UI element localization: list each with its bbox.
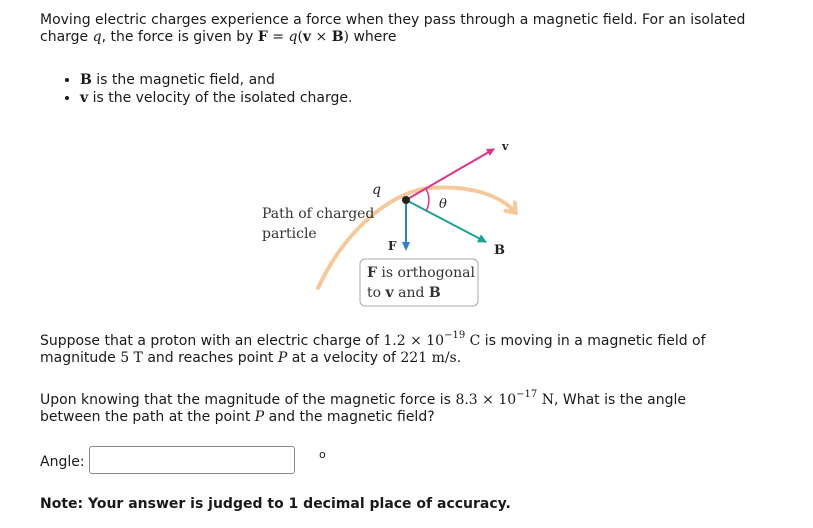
formula-paren: ) bbox=[343, 29, 349, 45]
point-symbol: P bbox=[254, 409, 265, 425]
question-2-line-2 bbox=[40, 409, 780, 426]
bullet-text: is the magnetic field, and bbox=[91, 72, 275, 88]
question-2-line-1 bbox=[40, 389, 780, 409]
charge-point bbox=[402, 196, 410, 204]
question-text: between the path at the point bbox=[40, 409, 255, 425]
force-label: F bbox=[388, 239, 397, 253]
question-paragraph-1 bbox=[40, 330, 780, 367]
force-unit: N bbox=[537, 392, 554, 408]
intro-text: , the force is given by bbox=[101, 29, 258, 45]
intro-text: where bbox=[349, 29, 397, 45]
charge-label: q bbox=[372, 182, 381, 198]
theta-label: θ bbox=[439, 197, 447, 212]
force-arrowhead bbox=[402, 242, 410, 251]
angle-arc bbox=[426, 189, 429, 211]
magnetic-force-diagram bbox=[250, 130, 540, 315]
formula-charge: q bbox=[288, 29, 298, 45]
charge-exponent: −19 bbox=[444, 330, 466, 341]
force-exponent: −17 bbox=[516, 389, 538, 400]
field-magnitude: 5 T bbox=[120, 350, 143, 366]
formula-velocity: v bbox=[302, 29, 312, 45]
charge-unit: C bbox=[465, 333, 481, 349]
degree-unit: o bbox=[319, 448, 326, 461]
accuracy-note: Note: Your answer is judged to 1 decimal place of accuracy. bbox=[40, 496, 511, 512]
charge-value: 1.2 × 10 bbox=[383, 333, 445, 349]
question-text: , What is the angle bbox=[553, 392, 687, 408]
question-text: magnitude bbox=[40, 350, 121, 366]
formula-field: B bbox=[331, 29, 344, 45]
question-text: Suppose that a proton with an electric charge of bbox=[40, 333, 384, 349]
charge-symbol: q bbox=[92, 29, 102, 45]
caption-line-2 bbox=[367, 285, 441, 301]
question-text: is moving in a magnetic field of bbox=[480, 333, 706, 349]
question-1-line-2 bbox=[40, 350, 780, 367]
caption-text: to bbox=[367, 285, 386, 301]
bullet-text: is the velocity of the isolated charge. bbox=[88, 90, 353, 106]
question-text: Upon knowing that the magnitude of the magnetic force is bbox=[40, 392, 456, 408]
list-item bbox=[80, 89, 352, 107]
intro-line-1: Moving electric charges experience a force when they pass through a magnetic field. For an isolated bbox=[40, 12, 746, 28]
question-text: . bbox=[456, 350, 462, 366]
point-symbol: P bbox=[277, 350, 288, 366]
path-label-line-1: Path of charged bbox=[262, 206, 375, 222]
formula-cross: × bbox=[311, 29, 332, 45]
angle-label: Angle: bbox=[40, 454, 85, 470]
list-item bbox=[80, 71, 352, 89]
field-label: B bbox=[494, 243, 505, 258]
formula-equals: = bbox=[267, 29, 289, 45]
caption-text: is orthogonal bbox=[376, 265, 475, 281]
intro-text: charge bbox=[40, 29, 93, 45]
force-value: 8.3 × 10 bbox=[455, 392, 517, 408]
caption-field-symbol: B bbox=[428, 285, 441, 301]
path-label-line-2: particle bbox=[262, 226, 317, 242]
definition-list bbox=[60, 71, 352, 107]
intro-paragraph bbox=[40, 12, 780, 46]
formula-force: F bbox=[257, 29, 268, 45]
intro-line-2 bbox=[40, 29, 780, 46]
question-text: at a velocity of bbox=[287, 350, 401, 366]
question-text: and reaches point bbox=[142, 350, 278, 366]
question-paragraph-2 bbox=[40, 389, 780, 426]
caption-velocity-symbol: v bbox=[385, 285, 394, 301]
caption-force-symbol: F bbox=[367, 265, 377, 281]
angle-input[interactable] bbox=[89, 446, 295, 474]
question-1-line-1 bbox=[40, 330, 780, 350]
caption-text: and bbox=[393, 285, 429, 301]
formula-paren: ( bbox=[297, 29, 303, 45]
bullet-symbol: v bbox=[80, 90, 89, 106]
caption-line-1 bbox=[367, 265, 475, 281]
velocity-label: v bbox=[502, 140, 509, 153]
question-text: and the magnetic field? bbox=[264, 409, 435, 425]
velocity-value: 221 m/s bbox=[400, 350, 457, 366]
bullet-symbol: B bbox=[80, 72, 92, 88]
